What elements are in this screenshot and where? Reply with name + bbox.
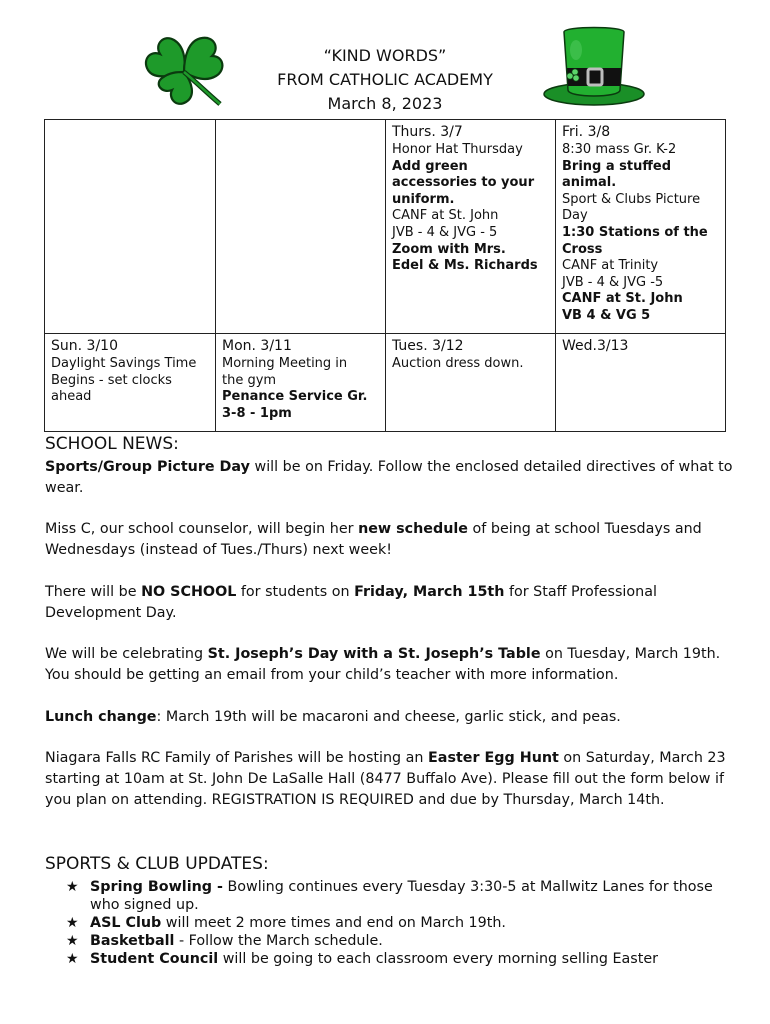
day-label: Thurs. 3/7	[392, 124, 463, 140]
news-emphasis: new schedule	[358, 521, 468, 538]
newsletter-header	[0, 44, 770, 116]
news-emphasis: NO SCHOOL	[141, 583, 237, 600]
event-line: Auction dress down.	[392, 356, 524, 371]
event-line: CANF at St. John	[392, 208, 499, 224]
item-title: Spring Bowling -	[90, 879, 223, 895]
day-label: Tues. 3/12	[392, 338, 464, 354]
calendar-cell-sun	[45, 334, 216, 432]
event-line: Day	[562, 208, 588, 224]
item-text: will meet 2 more times and end on March 19th.	[161, 915, 506, 931]
list-item	[66, 878, 726, 914]
news-text: on Saturday, March 23 starting at 10am at St. John De LaSalle Hall (8477 Buffalo Ave). Please fill out the form below if you plan on attending. REGISTRATION IS REQUIRED and due by Thursday, March 14th.	[45, 750, 726, 808]
calendar-cell-mon	[216, 334, 386, 432]
news-text: for students on	[236, 583, 355, 600]
news-text: Miss C, our school counselor, will begin her	[45, 521, 359, 538]
calendar-cell-empty-2	[216, 120, 386, 334]
news-paragraph	[45, 582, 735, 624]
calendar-cell-empty-1	[45, 120, 216, 334]
event-line: uniform.	[392, 191, 455, 207]
event-line: Edel & Ms. Richards	[392, 258, 538, 274]
news-paragraph	[45, 707, 735, 728]
news-text: We will be celebrating	[45, 646, 208, 663]
sports-updates-list	[66, 878, 726, 968]
news-emphasis: Sports/Group Picture Day	[45, 459, 250, 475]
news-paragraph	[45, 519, 735, 561]
calendar-cell-tue	[386, 334, 556, 432]
item-text: will be going to each classroom every morning selling Easter	[218, 951, 659, 967]
school-news-body	[45, 457, 735, 831]
event-line: ahead	[51, 389, 92, 405]
item-text: - Follow the March schedule.	[174, 933, 383, 949]
event-line: VB 4 & VG 5	[562, 307, 651, 323]
news-emphasis: Easter Egg Hunt	[428, 750, 559, 767]
event-line: Morning Meeting in	[222, 356, 348, 371]
news-paragraph	[45, 457, 735, 499]
item-title: ASL Club	[90, 915, 162, 931]
list-item	[66, 914, 726, 932]
sports-updates-heading: SPORTS & CLUB UPDATES:	[45, 854, 269, 874]
event-line: Add green	[392, 158, 468, 174]
calendar-cell-wed	[556, 334, 726, 432]
news-paragraph	[45, 748, 735, 810]
event-line: Honor Hat Thursday	[392, 142, 523, 157]
event-line: 3-8 - 1pm	[222, 405, 292, 421]
event-line: CANF at Trinity	[562, 258, 659, 274]
news-text: for Staff Professional Development Day.	[45, 583, 657, 621]
star-bullet-icon: ★	[66, 933, 79, 949]
event-line: animal.	[562, 175, 617, 191]
news-paragraph	[45, 644, 735, 686]
news-text: Niagara Falls RC Family of Parishes will be hosting an	[45, 750, 429, 767]
news-text: : March 19th will be macaroni and cheese, garlic stick, and peas.	[156, 708, 621, 725]
item-title: Student Council	[90, 951, 219, 967]
header-title: “KIND WORDS”	[323, 46, 447, 65]
event-line: JVB - 4 & JVG - 5	[392, 224, 498, 240]
calendar-cell-thu	[386, 120, 556, 334]
news-emphasis: St. Joseph’s Day with a St. Joseph’s Table	[207, 646, 541, 663]
event-line: Sport & Clubs Picture	[562, 191, 701, 207]
header-subtitle: FROM CATHOLIC ACADEMY	[277, 70, 493, 89]
calendar-table	[44, 119, 726, 432]
event-line: Penance Service Gr.	[222, 389, 368, 405]
calendar-cell-fri	[556, 120, 726, 334]
news-text: There will be	[45, 583, 142, 600]
news-emphasis: Friday, March 15th	[354, 583, 505, 600]
event-line: accessories to your	[392, 175, 535, 191]
event-line: 1:30 Stations of the	[562, 224, 708, 240]
star-bullet-icon: ★	[66, 879, 79, 895]
event-line: 8:30 mass Gr. K-2	[562, 142, 677, 157]
event-line: the gym	[222, 372, 277, 388]
event-line: Daylight Savings Time	[51, 356, 197, 371]
event-line: Zoom with Mrs.	[392, 241, 506, 257]
news-emphasis: Lunch change	[45, 708, 157, 725]
school-news-heading: SCHOOL NEWS:	[45, 434, 179, 454]
day-label: Sun. 3/10	[51, 338, 118, 354]
news-text: of being at school Tuesdays and Wednesdays (instead of Tues./Thurs) next week!	[45, 521, 702, 559]
item-title: Basketball	[90, 933, 175, 949]
header-date: March 8, 2023	[327, 94, 443, 113]
news-text: will be on Friday. Follow the enclosed detailed directives of what to wear.	[45, 459, 733, 496]
list-item	[66, 950, 726, 968]
day-label: Wed.3/13	[562, 338, 629, 354]
day-label: Fri. 3/8	[562, 124, 611, 140]
event-line: CANF at St. John	[562, 291, 683, 307]
item-text: Bowling continues every Tuesday 3:30-5 at Mallwitz Lanes for those who signed up.	[90, 879, 713, 913]
event-line: JVB - 4 & JVG -5	[562, 274, 664, 290]
star-bullet-icon: ★	[66, 951, 79, 967]
news-text: on Tuesday, March 19th. You should be getting an email from your child’s teacher with more information.	[45, 646, 721, 683]
event-line: Begins - set clocks	[51, 372, 172, 388]
day-label: Mon. 3/11	[222, 338, 292, 354]
star-bullet-icon: ★	[66, 915, 79, 931]
event-line: Cross	[562, 241, 603, 257]
list-item	[66, 932, 726, 950]
event-line: Bring a stuffed	[562, 158, 672, 174]
